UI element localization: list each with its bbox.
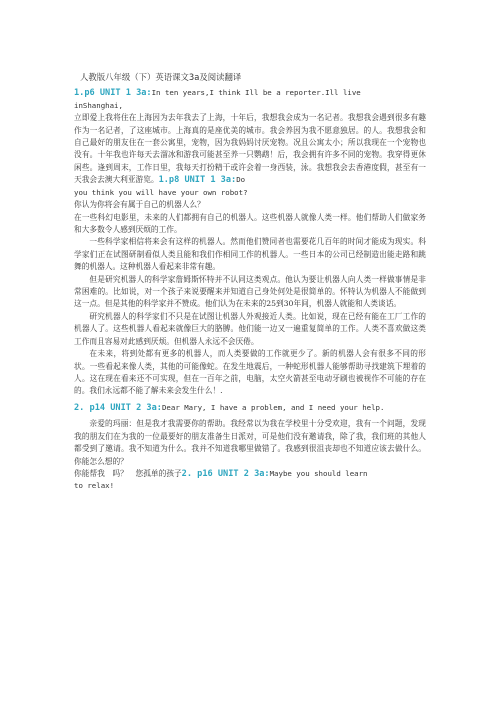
section2-question: 你认为你将会有属于自己的机器人么？ xyxy=(74,200,205,210)
section3-heading xyxy=(74,402,426,415)
section4-label: 2. p16 UNIT 2 3a: xyxy=(181,468,270,479)
section2-paragraph-3: 但是研究机器人的科学家詹姆斯怀特并不认同这类观点。他认为要让机器人向人类一样做事情是非常困难的。比如说，对一个孩子来说要醒来并知道自己身处何处是很简单的。怀特认为机器人不能做到这一点。但是其他的科学家并不赞成。他们认为在未来的25到30年间，机器人就能和人类谈话。 xyxy=(74,274,426,309)
section3-english: Dear Mary, I have a problem, and I need your help. xyxy=(161,402,385,412)
section2-paragraph-2: 一些科学家相信将来会有这样的机器人。然而他们赞同者也需要花几百年的时间才能成为现实。科学家们正在试图研制看似人类且能和我们作相同工作的机器人。一些日本的公司已经制造出能走路和跳舞的机器人。这种机器人看起来非常有趣。 xyxy=(74,237,426,272)
section2-label: 1.p8 UNIT 1 3a: xyxy=(158,175,237,186)
section3-closing xyxy=(74,468,426,480)
section1-english-b: inShanghai, xyxy=(74,100,123,110)
section4-english-a: Maybe you should learn xyxy=(269,468,368,478)
section1-heading xyxy=(74,87,426,100)
section3-tail: 你能帮我 吗？ 您孤单的孩子 xyxy=(74,468,182,478)
section2-paragraph-4: 研究机器人的科学家们不只是在试图让机器人外观接近人类。比如说，现在已经有能在工厂工作的机器人了。这些机器人看起来就像巨大的胳膊。他们能一边又一遍重复简单的工作。人类不喜欢做这类工作而且容易对此感到厌烦。但机器人永远不会厌倦。 xyxy=(74,311,426,346)
document-page xyxy=(74,70,426,493)
section2-paragraph-1: 在一些科幻电影里，未来的人们都拥有自己的机器人。这些机器人就像人类一样。他们帮助人们做家务和大多数令人感到厌烦的工作。 xyxy=(74,212,426,235)
section2-paragraph-5: 在未来，将到处都有更多的机器人，而人类要做的工作就更少了。新的机器人会有很多不同的形状。一些看起来像人类，其他的可能像蛇。在发生地震后，一种蛇形机器人能够帮助寻找建筑下埋着的人。这在现在看来还不可实现，但在一百年之前，电脑，太空火箭甚至电动牙刷也被视作不可能的存在的。我们永远都不能了解未来会发生什么！. xyxy=(74,349,426,396)
section1-translation xyxy=(74,112,426,186)
section2-english-b: you think you will have your own robot? xyxy=(74,187,248,197)
section1-english-a: In ten years,I think Ill be a reporter.Ill live xyxy=(151,88,361,97)
document-title: 人教版八年级（下）英语课文3a及阅读翻译 xyxy=(80,72,242,82)
section3-translation: 亲爱的玛丽：但是我才我需要你的帮助。我经常以为我在学校里十分受欢迎，我有一个问题，发现我的朋友们在为我的一位最要好的朋友准备生日派对，可是他们没有邀请我，除了我，我们班的其他人都受到了邀请。我不知道为什么。我并不知道我哪里做错了。我感到很沮丧却也不知道应该去做什么。你能怎么想的？ xyxy=(74,419,426,466)
section4-english-b: to relax! xyxy=(74,481,115,491)
section1-body: 立即爱上我将住在上海因为去年我去了上海，十年后，我想我会成为一名记者。我想我会遇到很多有趣作为一名记者，了这座城市。上海真的是座优美的城市。我会养因为我不愿意独居。的人。我想我会和自己最好的朋友住在一套公寓里，宠物，因为我妈妈讨厌宠物。况且公寓太小；所以我现在一个宠物也没有。十年我也许每天去溜冰和游我可能甚至养一只鹦鹉！后，我会拥有许多不同的宠物。我穿得更休闲些。逢到周末，工作日里，我每天打扮精干或许会着一身西装，泳。我想我会去香港度假，甚至有一天我会去澳大利亚游览。 xyxy=(74,113,426,185)
section3-label: 2. p14 UNIT 2 3a: xyxy=(74,402,162,413)
section1-label: 1.p6 UNIT 1 3a: xyxy=(74,88,152,98)
section2-english-a: Do xyxy=(236,175,246,185)
